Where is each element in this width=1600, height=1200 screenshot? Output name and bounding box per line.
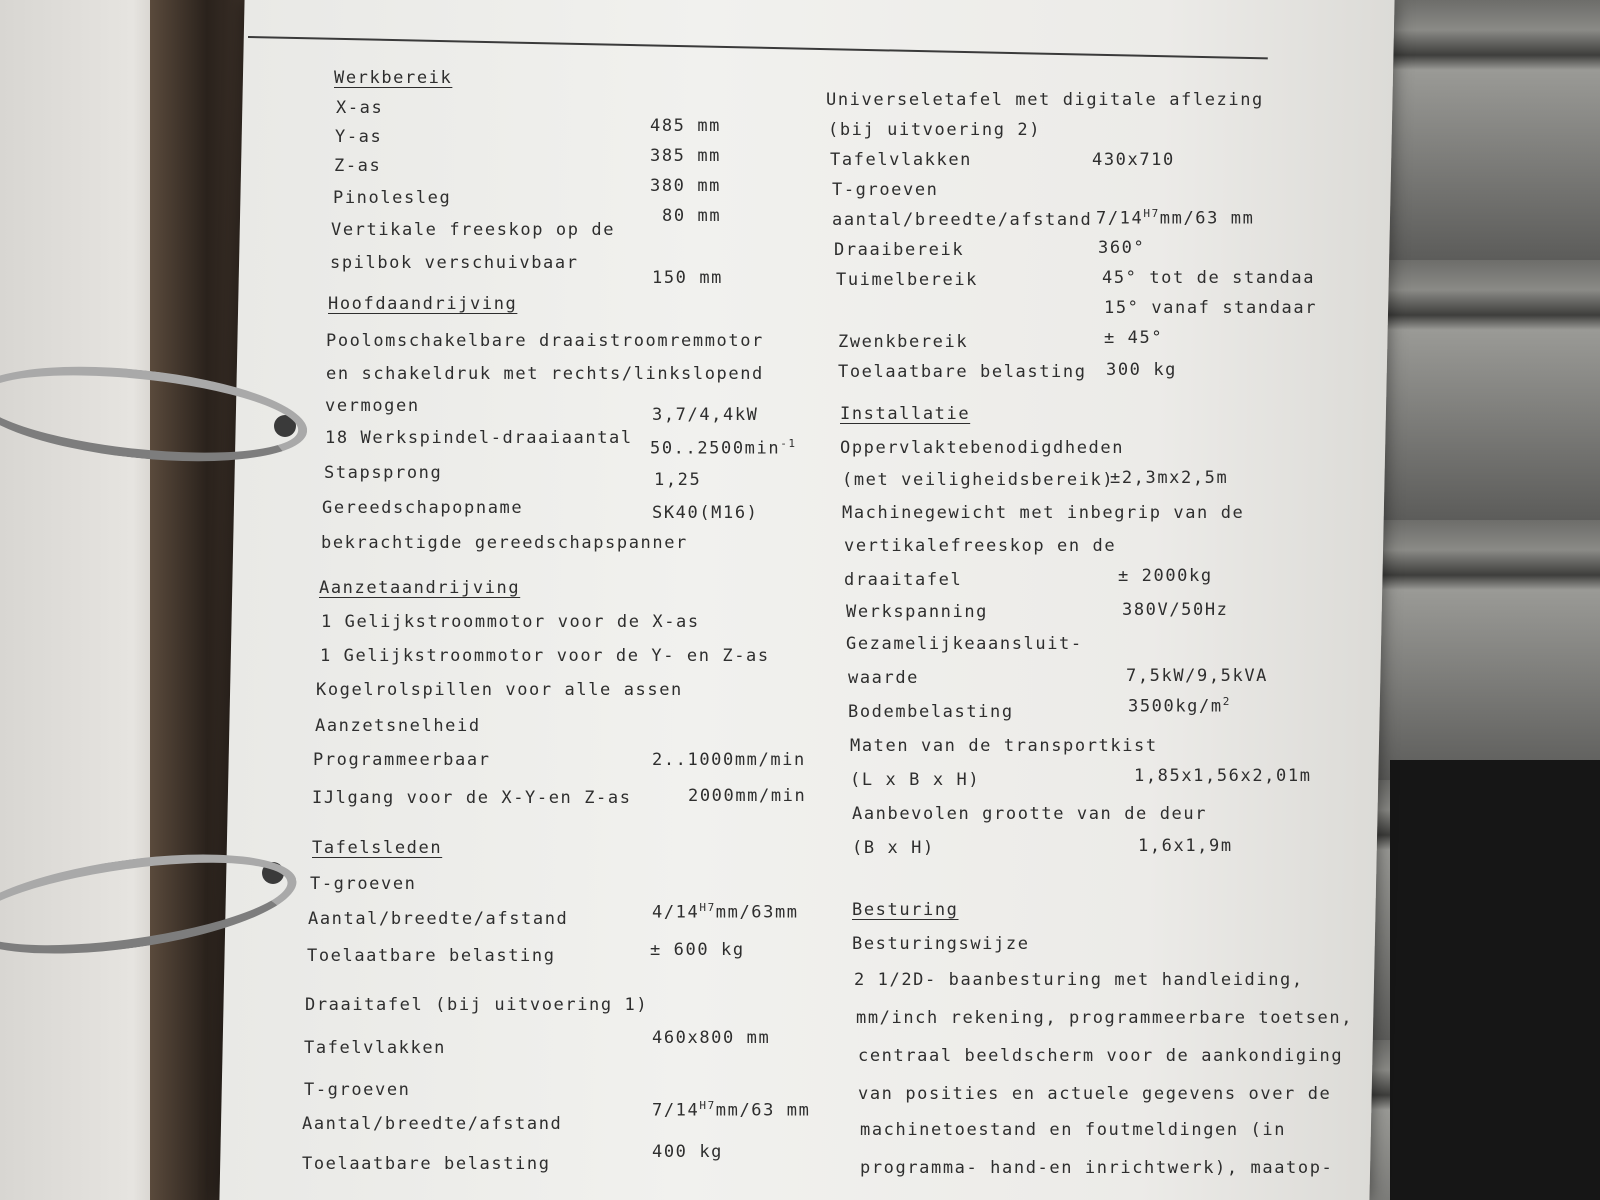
spec-value: 300 kg [1106,360,1178,380]
spec-value: 460x800 mm [652,1028,771,1048]
spec-label: vermogen [325,396,420,416]
spec-label: Oppervlaktebenodigdheden [840,438,1125,458]
heading-installatie: Installatie [840,404,971,424]
body-text: machinetoestand en foutmeldingen (in [860,1120,1287,1140]
spec-value: 7,5kW/9,5kVA [1126,666,1269,686]
spec-value: 1,85x1,56x2,01m [1134,766,1312,786]
heading-tafelsleden: Tafelsleden [312,838,443,858]
spec-value: 45° tot de standaa [1102,268,1316,288]
spec-value: 1,6x1,9m [1138,836,1233,856]
spec-label: X-as [336,98,384,118]
spec-value: $4/14^{H7}mm/63mm$ [652,901,799,923]
spec-label: spilbok verschuivbaar [330,253,579,273]
body-text: 2 1/2D- baanbesturing met handleiding, [854,970,1304,990]
heading-werkbereik: Werkbereik [334,68,453,88]
spec-label: Zwenkbereik [838,332,969,352]
spec-label: T-groeven [304,1080,411,1100]
spec-label: Y-as [335,127,383,147]
spec-value: $7/14^{H7}mm/63$ mm [1096,207,1255,229]
spec-label: bekrachtigde gereedschapspanner [321,533,688,553]
spec-label: IJlgang voor de X-Y-en Z-as [312,788,632,808]
spec-label: Besturingswijze [852,934,1030,954]
spec-label: en schakeldruk met rechts/linkslopend [326,364,764,384]
spec-value: $50..2500\min^{-1}$ [650,437,797,459]
spec-label: Werkspanning [846,602,989,622]
spec-value: ±2,3mx2,5m [1110,468,1229,488]
spec-value: 360° [1098,238,1146,258]
spec-value: 150 mm [652,268,724,288]
spec-value: ± 2000kg [1118,566,1213,586]
spec-label: Gereedschapopname [322,498,524,518]
spec-label: Universeletafel met digitale aflezing [826,90,1264,110]
spec-value: ± 600 kg [650,940,745,960]
spec-label: Maten van de transportkist [850,736,1158,756]
spec-label: draaitafel [844,570,963,590]
body-text: programma- hand-en inrichtwerk), maatop- [860,1158,1334,1178]
body-text: van posities en actuele gegevens over de [858,1084,1332,1104]
spec-label: Toelaatbare belasting [307,946,556,966]
spec-label: Aanbevolen grootte van de deur [852,804,1208,824]
spec-label: 18 Werkspindel-draaiaantal [325,428,633,448]
spec-label: Draaitafel (bij uitvoering 1) [305,995,649,1015]
spec-value: 485 mm [650,116,722,136]
spec-label: Vertikale freeskop op de [331,220,616,240]
spec-value: $7/14^{H7}mm/63$ mm [652,1099,811,1121]
spec-label: Programmeerbaar [313,750,491,770]
heading-besturing: Besturing [852,900,959,920]
spec-label: (L x B x H) [850,770,981,790]
spec-label: (met veiligheidsbereik) [842,470,1115,490]
spec-value: 1,25 [654,470,702,490]
spec-value: 2..1000mm/min [652,750,806,770]
spec-label: 1 Gelijkstroommotor voor de Y- en Z-as [320,646,770,666]
spec-label: Poolomschakelbare draaistroomremmotor [326,331,764,351]
body-text: mm/inch rekening, programmeerbare toetsen, [856,1008,1354,1028]
spec-label: 1 Gelijkstroommotor voor de X-as [321,612,700,632]
spec-label: Gezamelijkeaansluit- [846,634,1083,654]
spec-value: 15° vanaf standaar [1104,298,1318,318]
spec-label: Tuimelbereik [836,270,979,290]
spec-label: T-groeven [310,874,417,894]
spec-value: 3,7/4,4kW [652,405,759,425]
spec-label: vertikalefreeskop en de [844,536,1117,556]
spec-label: Bodembelasting [848,702,1014,722]
spec-label: Pinolesleg [333,188,452,208]
spec-label: T-groeven [832,180,939,200]
spec-value: 385 mm [650,146,722,166]
spec-label: Machinegewicht met inbegrip van de [842,503,1245,523]
spec-value: 380V/50Hz [1122,600,1229,620]
spec-value: $3500kg/m^2$ [1128,695,1231,717]
spec-label: aantal/breedte/afstand [832,210,1093,230]
spec-label: Toelaatbare belasting [838,362,1087,382]
spec-label: Tafelvlakken [830,150,973,170]
background-shadow [1390,760,1600,1200]
spec-value: 80 mm [662,206,722,226]
spec-value: 380 mm [650,176,722,196]
spec-label: waarde [848,668,920,688]
heading-aanzetaandrijving: Aanzetaandrijving [319,578,521,598]
spec-label: (B x H) [852,838,935,858]
spec-label: Stapsprong [324,463,443,483]
spec-value: 400 kg [652,1142,724,1162]
body-text: centraal beeldscherm voor de aankondiging [858,1046,1344,1066]
spec-label: (bij uitvoering 2) [828,120,1042,140]
spec-label: Draaibereik [834,240,965,260]
spec-label: Kogelrolspillen voor alle assen [316,680,683,700]
spec-label: Aanzetsnelheid [315,716,481,736]
spec-label: Aantal/breedte/afstand [308,909,569,929]
spec-label: Toelaatbare belasting [302,1154,551,1174]
spec-label: Z-as [334,156,382,176]
heading-hoofdaandrijving: Hoofdaandrijving [328,294,518,314]
spec-label: Aantal/breedte/afstand [302,1114,563,1134]
spec-value: SK40(M16) [652,503,759,523]
spec-label: Tafelvlakken [304,1038,447,1058]
spec-value: 430x710 [1092,150,1175,170]
spec-value: ± 45° [1104,328,1164,348]
spec-value: 2000mm/min [688,786,807,806]
